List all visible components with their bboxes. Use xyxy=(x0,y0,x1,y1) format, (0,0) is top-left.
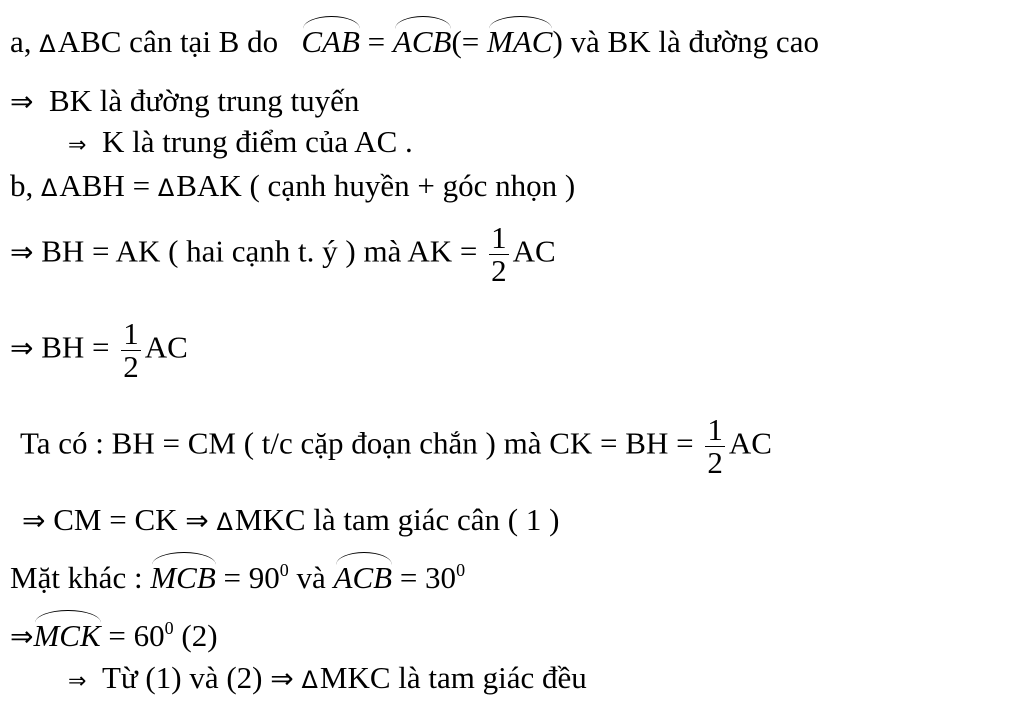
numerator: 1 xyxy=(707,412,723,447)
line-5-text-2: AC xyxy=(512,233,556,269)
value-90: = 90 xyxy=(215,560,280,595)
line-5-text: BH = AK ( hai cạnh t. ý ) mà AK = xyxy=(41,233,486,269)
angle-mck: MCK xyxy=(33,618,101,653)
triangle-icon: Δ xyxy=(301,666,318,694)
line-3-text: K là trung điểm của AC . xyxy=(101,124,413,159)
implies-icon: ⇒ xyxy=(185,504,209,537)
part-label-a: a, xyxy=(10,24,40,59)
implies-icon: ⇒ xyxy=(68,133,87,158)
angle-mac: MAC xyxy=(487,24,553,59)
line-7-text-2: AC xyxy=(728,425,772,461)
implies-icon: ⇒ xyxy=(10,85,34,118)
line-1 xyxy=(10,22,819,62)
triangle-icon: Δ xyxy=(216,508,233,536)
line-11 xyxy=(68,660,587,700)
implies-icon: ⇒ xyxy=(68,669,87,694)
line-4-text-2: BAK ( cạnh huyền + góc nhọn ) xyxy=(176,168,576,203)
line-9-text: Mặt khác : xyxy=(10,560,151,595)
numerator: 1 xyxy=(491,220,507,255)
angle-acb: ACB xyxy=(392,24,452,59)
line-6-text: BH = xyxy=(41,329,118,365)
ref-2: (2) xyxy=(173,618,218,653)
line-11-text-2: MKC là tam giác đều xyxy=(319,660,587,695)
value-30: = 30 xyxy=(392,560,457,595)
line-9 xyxy=(10,558,465,596)
line-10 xyxy=(10,616,218,655)
line-8-text: CM = CK xyxy=(53,502,186,537)
conjunction: và xyxy=(288,560,334,595)
triangle-icon: Δ xyxy=(157,174,175,202)
line-5 xyxy=(10,222,556,287)
fraction-one-half xyxy=(489,222,509,287)
line-2 xyxy=(10,83,359,120)
implies-icon: ⇒ xyxy=(22,504,46,537)
paren-close: ) xyxy=(552,24,563,59)
angle-mcb: MCB xyxy=(150,560,216,595)
implies-icon: ⇒ xyxy=(10,235,34,269)
line-8-text-2: MKC là tam giác cân ( 1 ) xyxy=(234,502,560,537)
denominator: 2 xyxy=(123,349,139,384)
implies-icon: ⇒ xyxy=(270,662,294,695)
part-label-b: b, xyxy=(10,168,41,203)
implies-icon: ⇒ xyxy=(10,620,34,653)
line-4-text: ABH = xyxy=(59,168,158,203)
fraction-one-half xyxy=(121,318,141,383)
line-6-text-2: AC xyxy=(144,329,188,365)
denominator: 2 xyxy=(707,445,723,480)
triangle-icon: Δ xyxy=(39,30,56,58)
triangle-icon: Δ xyxy=(41,174,58,202)
angle-acb: ACB xyxy=(333,560,393,595)
implies-icon: ⇒ xyxy=(10,331,34,365)
fraction-one-half xyxy=(705,414,725,479)
degree-superscript: 0 xyxy=(164,618,174,638)
paren-open: (= xyxy=(451,24,488,59)
line-7-text: Ta có : BH = CM ( t/c cặp đoạn chắn ) mà CK = BH = xyxy=(20,425,702,461)
degree-superscript: 0 xyxy=(279,560,289,580)
value-60: = 60 xyxy=(100,618,165,653)
line-11-text: Từ (1) và (2) xyxy=(101,660,271,695)
line-2-text: BK là đường trung tuyến xyxy=(48,83,360,118)
line-1-text-2: và BK là đường cao xyxy=(562,24,819,59)
line-7 xyxy=(20,414,772,479)
line-8 xyxy=(22,502,559,540)
degree-superscript: 0 xyxy=(456,560,466,580)
angle-cab: CAB xyxy=(301,24,360,59)
line-1-text: ABC cân tại B do xyxy=(57,24,279,59)
denominator: 2 xyxy=(491,253,507,288)
line-6 xyxy=(10,318,188,383)
numerator: 1 xyxy=(123,316,139,351)
equals: = xyxy=(359,24,393,59)
line-4 xyxy=(10,168,575,206)
line-3 xyxy=(68,124,413,164)
